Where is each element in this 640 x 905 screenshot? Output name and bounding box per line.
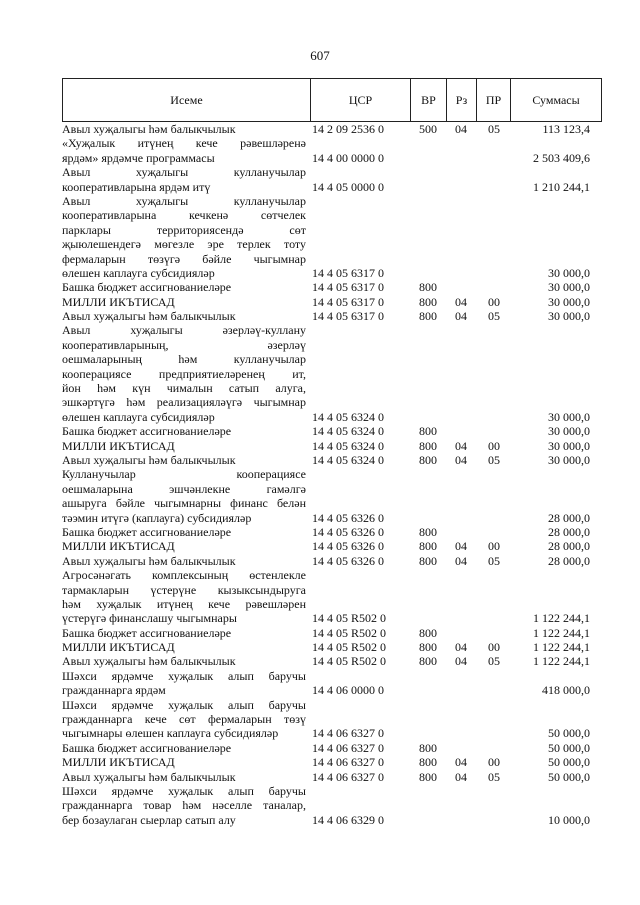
row-vr: 800 bbox=[419, 553, 437, 568]
row-pr bbox=[477, 424, 511, 438]
row-name-line: өлешен каплауга субсидияләр bbox=[62, 409, 215, 424]
row-name-line: оешмаларының һәм кулланучылар bbox=[62, 352, 306, 367]
row-name-line: фермаларын төзүгә бәйле чыгымнар bbox=[62, 251, 306, 266]
row-name bbox=[62, 669, 306, 698]
column-vr-header: ВР bbox=[411, 79, 447, 121]
table-body bbox=[62, 122, 602, 827]
row-rz bbox=[445, 741, 477, 755]
row-csr: 14 4 05 6324 0 bbox=[312, 424, 384, 439]
row-vr: 800 bbox=[419, 424, 437, 439]
row-pr bbox=[477, 410, 511, 424]
row-name bbox=[62, 280, 306, 294]
row-csr: 14 4 06 6327 0 bbox=[312, 769, 384, 784]
row-name-line: Шәхси ярдәмче хуҗалык алып баручы bbox=[62, 783, 306, 798]
row-rz bbox=[445, 180, 477, 194]
row-name-line: МИЛЛИ ИКЪТИСАД bbox=[62, 438, 175, 453]
row-csr: 14 4 05 6317 0 bbox=[312, 265, 384, 280]
row-sum: 1 122 244,1 bbox=[533, 654, 590, 669]
table-row bbox=[62, 755, 602, 769]
row-name-line: Башка бюджет ассигнованиеләре bbox=[62, 524, 232, 539]
row-name-line: бер бозаулаган сыерлар сатып алу bbox=[62, 812, 236, 827]
row-rz bbox=[445, 424, 477, 438]
row-name-line: Авыл хуҗалыгы кулланучылар bbox=[62, 193, 306, 208]
row-csr: 14 4 05 6317 0 bbox=[312, 309, 384, 324]
row-pr: 05 bbox=[488, 122, 500, 136]
row-name-line: ярдәм» ярдәмче программасы bbox=[62, 150, 215, 165]
column-rz-header: Рз bbox=[447, 79, 477, 121]
row-vr bbox=[411, 726, 445, 740]
row-name bbox=[62, 323, 306, 424]
row-csr: 14 4 05 6317 0 bbox=[312, 280, 384, 295]
row-csr: 14 4 05 6324 0 bbox=[312, 438, 384, 453]
row-rz bbox=[445, 626, 477, 640]
row-name-line: ашыруга бәйле чыгымнарны финанс белән bbox=[62, 496, 306, 511]
row-name-line: кооперативларына ярдәм итү bbox=[62, 179, 211, 194]
row-rz: 04 bbox=[455, 640, 467, 655]
row-vr: 500 bbox=[419, 122, 437, 136]
row-sum: 113 123,4 bbox=[542, 122, 590, 136]
table-row bbox=[62, 165, 602, 194]
row-vr bbox=[411, 683, 445, 697]
row-name-line: Кулланучылар кооперациясе bbox=[62, 467, 306, 482]
row-csr: 14 4 05 6317 0 bbox=[312, 294, 384, 309]
table-header bbox=[62, 78, 602, 122]
row-name-line: МИЛЛИ ИКЪТИСАД bbox=[62, 640, 175, 655]
row-name-line: Авыл хуҗалыгы һәм балыкчылык bbox=[62, 553, 236, 568]
row-pr bbox=[477, 626, 511, 640]
page-number: 607 bbox=[310, 48, 330, 63]
column-sum-header: Суммасы bbox=[532, 93, 580, 107]
row-name-line: парклары территориясендә сөт bbox=[62, 222, 306, 237]
row-vr: 800 bbox=[419, 654, 437, 669]
table-row bbox=[62, 539, 602, 553]
row-sum: 1 122 244,1 bbox=[533, 611, 590, 626]
row-rz bbox=[445, 525, 477, 539]
row-vr: 800 bbox=[419, 740, 437, 755]
row-vr: 800 bbox=[419, 625, 437, 640]
row-vr: 800 bbox=[419, 539, 437, 554]
row-vr: 800 bbox=[419, 524, 437, 539]
column-pr-header: ПР bbox=[477, 79, 511, 121]
row-csr: 14 4 05 6326 0 bbox=[312, 539, 384, 554]
row-sum: 50 000,0 bbox=[548, 769, 590, 784]
row-csr: 14 4 05 6326 0 bbox=[312, 510, 384, 525]
row-name bbox=[62, 770, 306, 784]
table-row bbox=[62, 136, 602, 165]
column-name-header: Исеме bbox=[63, 79, 311, 121]
row-name bbox=[62, 309, 306, 323]
row-vr bbox=[411, 266, 445, 280]
row-pr: 00 bbox=[488, 438, 500, 453]
row-csr: 14 4 05 R502 0 bbox=[312, 611, 387, 626]
row-rz: 04 bbox=[455, 452, 467, 467]
row-sum: 30 000,0 bbox=[548, 409, 590, 424]
row-name-line: Агросәнәгать комплексының өстенлекле bbox=[62, 568, 306, 583]
row-vr bbox=[411, 180, 445, 194]
table-row bbox=[62, 626, 602, 640]
row-rz bbox=[445, 511, 477, 525]
row-name-line: чыгымнары өлешен каплауга субсидияләр bbox=[62, 726, 279, 741]
row-sum: 50 000,0 bbox=[548, 740, 590, 755]
row-name-line: Башка бюджет ассигнованиеләре bbox=[62, 424, 232, 439]
row-pr bbox=[477, 726, 511, 740]
row-name-line: Башка бюджет ассигнованиеләре bbox=[62, 625, 232, 640]
row-pr bbox=[477, 151, 511, 165]
row-csr: 14 2 09 2536 0 bbox=[312, 122, 384, 136]
row-vr: 800 bbox=[419, 452, 437, 467]
row-name-line: Авыл хуҗалыгы әзерләү-куллану bbox=[62, 323, 306, 338]
row-name-line: Авыл хуҗалыгы кулланучылар bbox=[62, 165, 306, 180]
row-rz bbox=[445, 726, 477, 740]
row-sum: 28 000,0 bbox=[548, 553, 590, 568]
row-rz bbox=[445, 266, 477, 280]
row-sum: 30 000,0 bbox=[548, 452, 590, 467]
row-sum: 1 122 244,1 bbox=[533, 640, 590, 655]
row-pr: 05 bbox=[488, 452, 500, 467]
row-csr: 14 4 05 6326 0 bbox=[312, 553, 384, 568]
row-rz bbox=[445, 280, 477, 294]
table-row bbox=[62, 525, 602, 539]
table-row bbox=[62, 295, 602, 309]
table-row bbox=[62, 784, 602, 827]
row-sum: 10 000,0 bbox=[548, 812, 590, 827]
column-csr-header: ЦСР bbox=[311, 79, 411, 121]
table-row bbox=[62, 741, 602, 755]
row-sum: 30 000,0 bbox=[548, 280, 590, 295]
row-sum: 1 122 244,1 bbox=[533, 625, 590, 640]
row-rz bbox=[445, 410, 477, 424]
table-row bbox=[62, 467, 602, 525]
row-csr: 14 4 05 6326 0 bbox=[312, 524, 384, 539]
row-pr bbox=[477, 180, 511, 194]
table-row bbox=[62, 669, 602, 698]
row-sum: 50 000,0 bbox=[548, 755, 590, 770]
row-name bbox=[62, 165, 306, 194]
row-name bbox=[62, 741, 306, 755]
row-vr bbox=[411, 410, 445, 424]
row-rz bbox=[445, 151, 477, 165]
row-sum: 30 000,0 bbox=[548, 424, 590, 439]
row-name bbox=[62, 424, 306, 438]
row-name-line: Башка бюджет ассигнованиеләре bbox=[62, 280, 232, 295]
row-rz: 04 bbox=[455, 309, 467, 324]
row-name-line: Авыл хуҗалыгы һәм балыкчылык bbox=[62, 452, 236, 467]
row-name-line: МИЛЛИ ИКЪТИСАД bbox=[62, 755, 175, 770]
row-sum: 50 000,0 bbox=[548, 726, 590, 741]
row-pr: 00 bbox=[488, 294, 500, 309]
row-pr: 00 bbox=[488, 539, 500, 554]
row-name-line: тәэмин итүгә (каплауга) субсидияләр bbox=[62, 510, 252, 525]
table-row bbox=[62, 424, 602, 438]
row-vr: 800 bbox=[419, 755, 437, 770]
row-name bbox=[62, 626, 306, 640]
table-row bbox=[62, 554, 602, 568]
row-vr bbox=[411, 151, 445, 165]
row-sum: 30 000,0 bbox=[548, 294, 590, 309]
row-csr: 14 4 05 0000 0 bbox=[312, 179, 384, 194]
row-csr: 14 4 05 6324 0 bbox=[312, 452, 384, 467]
row-rz: 04 bbox=[455, 755, 467, 770]
table-row bbox=[62, 698, 602, 741]
row-csr: 14 4 05 6324 0 bbox=[312, 409, 384, 424]
row-csr: 14 4 06 6327 0 bbox=[312, 755, 384, 770]
table-row bbox=[62, 280, 602, 294]
row-name-line: Башка бюджет ассигнованиеләре bbox=[62, 740, 232, 755]
row-rz bbox=[445, 611, 477, 625]
row-vr: 800 bbox=[419, 769, 437, 784]
row-vr: 800 bbox=[419, 640, 437, 655]
row-pr: 05 bbox=[488, 654, 500, 669]
row-sum: 28 000,0 bbox=[548, 510, 590, 525]
table-row bbox=[62, 640, 602, 654]
row-name-line: тармакларын үстерүне кызыксындыруга bbox=[62, 582, 306, 597]
row-vr: 800 bbox=[419, 309, 437, 324]
row-csr: 14 4 06 0000 0 bbox=[312, 683, 384, 698]
row-name-line: кооперациясе предприятиеләренең ит, bbox=[62, 366, 306, 381]
row-name-line: йон һәм күн чималын сатып алуга, bbox=[62, 381, 306, 396]
row-rz: 04 bbox=[455, 654, 467, 669]
row-name-line: «Хуҗалык итүнең кече рәвешләренә bbox=[62, 136, 306, 151]
row-rz: 04 bbox=[455, 553, 467, 568]
row-csr: 14 4 06 6327 0 bbox=[312, 740, 384, 755]
table-row bbox=[62, 568, 602, 626]
row-name-line: җыюлешендегә мөгезле эре терлек тоту bbox=[62, 237, 306, 252]
row-name-line: һәм хуҗалык итүнең кече рәвешләрен bbox=[62, 596, 306, 611]
row-csr: 14 4 05 R502 0 bbox=[312, 640, 387, 655]
row-pr bbox=[477, 683, 511, 697]
row-rz: 04 bbox=[455, 769, 467, 784]
row-name bbox=[62, 539, 306, 553]
row-pr bbox=[477, 511, 511, 525]
row-name bbox=[62, 525, 306, 539]
row-name-line: гражданнарга ярдәм bbox=[62, 683, 166, 698]
row-name bbox=[62, 640, 306, 654]
row-pr bbox=[477, 280, 511, 294]
row-pr: 05 bbox=[488, 553, 500, 568]
row-name-line: Авыл хуҗалыгы һәм балыкчылык bbox=[62, 769, 236, 784]
row-name bbox=[62, 194, 306, 280]
row-csr: 14 4 05 R502 0 bbox=[312, 625, 387, 640]
row-name bbox=[62, 654, 306, 668]
row-pr bbox=[477, 525, 511, 539]
table-row bbox=[62, 309, 602, 323]
row-sum: 30 000,0 bbox=[548, 265, 590, 280]
row-name-line: оешмаларына эшчәнлекне гамәлгә bbox=[62, 481, 306, 496]
row-name bbox=[62, 439, 306, 453]
table-row bbox=[62, 439, 602, 453]
row-sum: 28 000,0 bbox=[548, 539, 590, 554]
row-name-line: гражданнарга товар һәм нәселле таналар, bbox=[62, 798, 306, 813]
row-csr: 14 4 06 6329 0 bbox=[312, 812, 384, 827]
row-name-line: гражданнарга кече сөт фермаларын төзү bbox=[62, 712, 306, 727]
row-name-line: Авыл хуҗалыгы һәм балыкчылык bbox=[62, 122, 236, 136]
table-row bbox=[62, 453, 602, 467]
row-vr: 800 bbox=[419, 294, 437, 309]
row-name bbox=[62, 136, 306, 165]
row-sum: 1 210 244,1 bbox=[533, 179, 590, 194]
row-pr bbox=[477, 813, 511, 827]
row-csr: 14 4 05 R502 0 bbox=[312, 654, 387, 669]
row-name bbox=[62, 295, 306, 309]
table-row bbox=[62, 770, 602, 784]
row-rz: 04 bbox=[455, 438, 467, 453]
row-name bbox=[62, 467, 306, 525]
row-pr bbox=[477, 741, 511, 755]
row-name bbox=[62, 755, 306, 769]
row-name-line: эшкәртүгә һәм реализацияләүгә чыгымнар bbox=[62, 395, 306, 410]
row-sum: 418 000,0 bbox=[542, 683, 590, 698]
row-rz: 04 bbox=[455, 294, 467, 309]
row-name-line: Авыл хуҗалыгы һәм балыкчылык bbox=[62, 654, 236, 669]
row-pr bbox=[477, 266, 511, 280]
table-row bbox=[62, 323, 602, 424]
row-sum: 30 000,0 bbox=[548, 309, 590, 324]
row-name bbox=[62, 453, 306, 467]
row-csr: 14 4 06 6327 0 bbox=[312, 726, 384, 741]
row-name-line: МИЛЛИ ИКЪТИСАД bbox=[62, 539, 175, 554]
row-rz bbox=[445, 813, 477, 827]
row-name bbox=[62, 554, 306, 568]
row-name-line: кооперативларына кечкенә сөтчелек bbox=[62, 208, 306, 223]
row-name-line: өлешен каплауга субсидияләр bbox=[62, 265, 215, 280]
row-name bbox=[62, 122, 306, 136]
row-name-line: Авыл хуҗалыгы һәм балыкчылык bbox=[62, 309, 236, 324]
row-name-line: үстерүгә финанслашу чыгымнары bbox=[62, 611, 237, 626]
row-sum: 2 503 409,6 bbox=[533, 150, 590, 165]
row-name bbox=[62, 698, 306, 741]
row-pr: 05 bbox=[488, 769, 500, 784]
row-pr bbox=[477, 611, 511, 625]
row-name-line: Шәхси ярдәмче хуҗалык алып баручы bbox=[62, 697, 306, 712]
row-vr: 800 bbox=[419, 280, 437, 295]
row-pr: 05 bbox=[488, 309, 500, 324]
table-row bbox=[62, 194, 602, 280]
row-rz: 04 bbox=[455, 122, 467, 136]
row-vr bbox=[411, 511, 445, 525]
row-vr: 800 bbox=[419, 438, 437, 453]
row-csr: 14 4 00 0000 0 bbox=[312, 150, 384, 165]
table-row bbox=[62, 122, 602, 136]
row-name-line: МИЛЛИ ИКЪТИСАД bbox=[62, 294, 175, 309]
row-rz bbox=[445, 683, 477, 697]
row-sum: 28 000,0 bbox=[548, 524, 590, 539]
row-vr bbox=[411, 611, 445, 625]
row-sum: 30 000,0 bbox=[548, 438, 590, 453]
row-name bbox=[62, 784, 306, 827]
table-row bbox=[62, 654, 602, 668]
row-rz: 04 bbox=[455, 539, 467, 554]
row-name-line: Шәхси ярдәмче хуҗалык алып баручы bbox=[62, 668, 306, 683]
row-pr: 00 bbox=[488, 640, 500, 655]
row-name bbox=[62, 568, 306, 626]
row-pr: 00 bbox=[488, 755, 500, 770]
row-vr bbox=[411, 813, 445, 827]
row-name-line: кооперативларының, әзерләү bbox=[62, 337, 306, 352]
